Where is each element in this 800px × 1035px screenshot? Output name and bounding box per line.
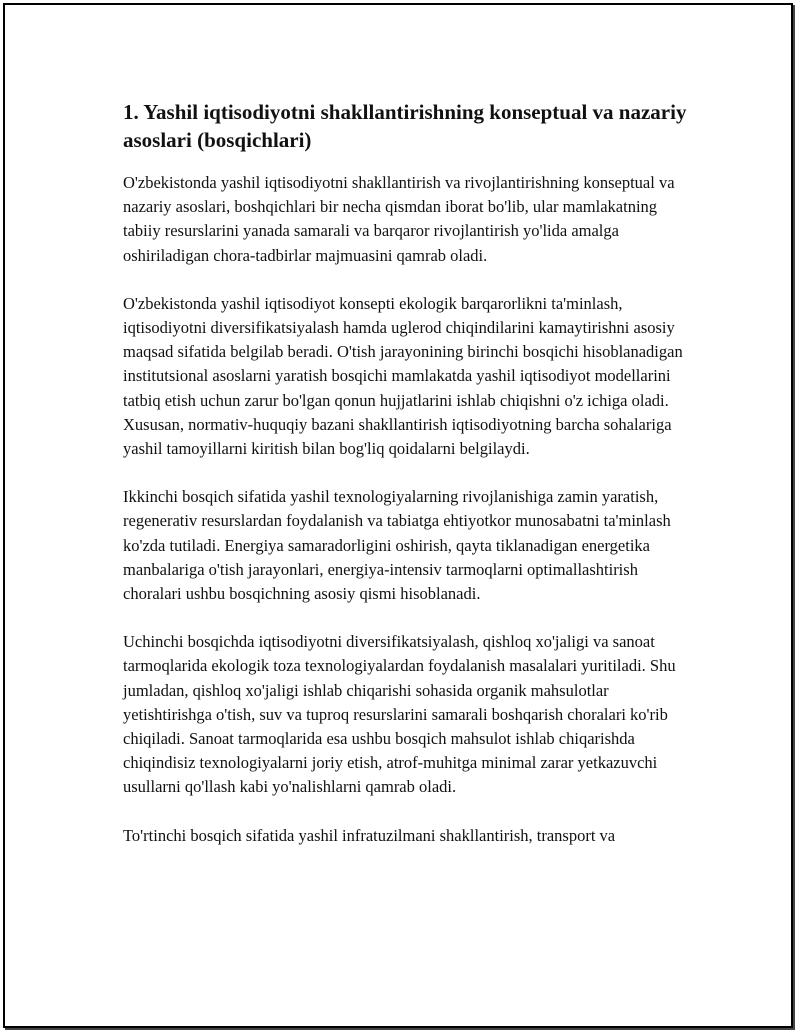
paragraph-intro: O'zbekistonda yashil iqtisodiyotni shakllantirish va rivojlantirishning konseptual va nazariy asoslari, boshqichlari bir necha qismdan iborat bo'lib, ular mamlakatning tabiiy resurslarini yanada samarali va barqaror rivojlantirish yo'lida amalga oshiriladigan chora-tadbirlar majmuasini qamrab oladi. bbox=[123, 173, 675, 265]
paragraph-stage-one: O'zbekistonda yashil iqtisodiyot konsepti ekologik barqarorlikni ta'minlash, iqtisodiyotni diversifikatsiyalash hamda uglerod chiqindilarini kamaytirishni asosiy maqsad sifatida belgilab beradi. O'tish jarayonining birinchi bosqichi hisoblanadigan institutsional asoslarni yaratish bosqichi mamlakatda yashil iqtisodiyot modellarini tatbiq etish uchun zarur bo'lgan qonun hujjatlarini ishlab chiqishni o'z ichiga oladi. Xususan, normativ-huquqiy bazani shakllantirish iqtisodiyotning barcha sohalariga yashil tamoyillarni kiritish bilan bog'liq qoidalarni belgilaydi. bbox=[123, 293, 683, 459]
paragraph-stage-two: Ikkinchi bosqich sifatida yashil texnologiyalarning rivojlanishiga zamin yaratish, regenerativ resurslardan foydalanish va tabiatga ehtiyotkor munosabatni ta'minlash ko'zda tutiladi. Energiya samaradorligini oshirish, qayta tiklanadigan energetika manbalariga o'tish jarayonlari, energiya-intensiv tarmoqlarni optimallashtirish choralari ushbu bosqichning asosiy qismi hisoblanadi. bbox=[123, 487, 671, 604]
paragraph-stage-three: Uchinchi bosqichda iqtisodiyotni diversifikatsiyalash, qishloq xo'jaligi va sanoat tarmoqlarida ekologik toza texnologiyalardan foydalanish masalalari yuritiladi. Shu jumladan, qishloq xo'jaligi ishlab chiqarishi sohasida organik mahsulotlar yetishtirishga o'tish, suv va tuproq resurslarini samarali boshqarish choralari ko'rib chiqiladi. Sanoat tarmoqlarida esa ushbu bosqich mahsulot ishlab chiqarishda chiqindisiz texnologiyalarni joriy etish, atrof-muhitga minimal zarar yetkazuvchi usullarni qo'llash kabi yo'nalishlarni qamrab oladi. bbox=[123, 632, 676, 797]
paragraph-stage-four: To'rtinchi bosqich sifatida yashil infratuzilmani shakllantirish, transport va bbox=[123, 825, 616, 845]
document-page bbox=[3, 3, 793, 1028]
section-heading: 1. Yashil iqtisodiyotni shakllantirishning konseptual va nazariy asoslari (bosqichlari) bbox=[123, 100, 687, 152]
document-body bbox=[123, 98, 698, 872]
